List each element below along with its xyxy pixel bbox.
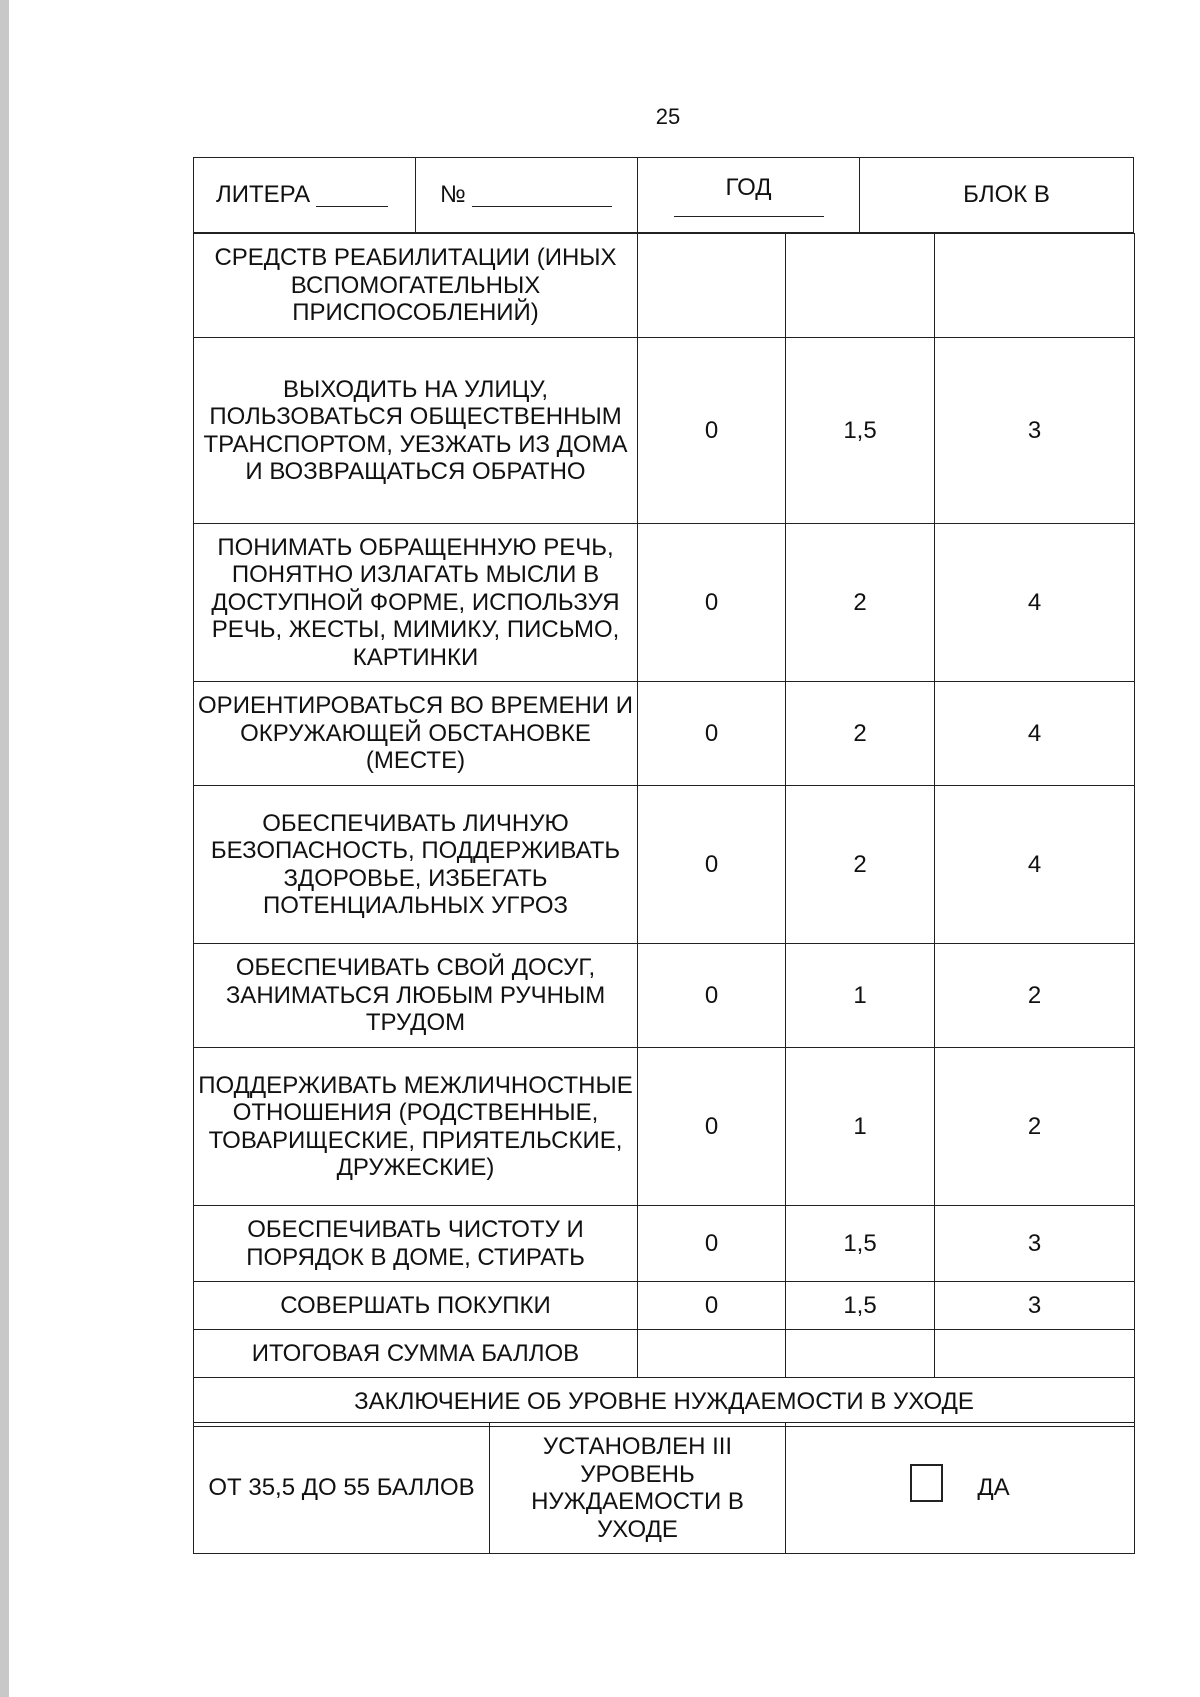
total-cell-2[interactable]: [935, 1330, 1135, 1378]
table-row: [194, 524, 1135, 682]
score-cell-1[interactable]: 1,5: [786, 338, 935, 524]
yes-checkbox[interactable]: [910, 1464, 943, 1502]
conclusion-title: ЗАКЛЮЧЕНИЕ ОБ УРОВНЕ НУЖДАЕМОСТИ В УХОДЕ: [194, 1378, 1135, 1427]
score-cell-2[interactable]: 4: [935, 786, 1135, 944]
row-description: ОБЕСПЕЧИВАТЬ ЛИЧНУЮ БЕЗОПАСНОСТЬ, ПОДДЕРЖИВАТЬ ЗДОРОВЬЕ, ИЗБЕГАТЬ ПОТЕНЦИАЛЬНЫХ УГРОЗ: [194, 786, 638, 944]
table-row: [194, 1282, 1135, 1330]
score-cell-0[interactable]: 0: [638, 1206, 786, 1282]
score-cell-1[interactable]: 1: [786, 1048, 935, 1206]
score-cell-2[interactable]: 3: [935, 338, 1135, 524]
table-row: [194, 338, 1135, 524]
table-row: [194, 1048, 1135, 1206]
litera-cell: [194, 158, 416, 232]
block-cell: [860, 158, 1133, 232]
score-cell-1[interactable]: 1,5: [786, 1206, 935, 1282]
number-cell: [416, 158, 638, 232]
form-header: [193, 157, 1134, 233]
table-row: [194, 682, 1135, 786]
year-label: ГОД: [725, 173, 772, 201]
conclusion-range: ОТ 35,5 ДО 55 БАЛЛОВ: [194, 1423, 490, 1554]
row-description: ОРИЕНТИРОВАТЬСЯ ВО ВРЕМЕНИ И ОКРУЖАЮЩЕЙ ОБСТАНОВКЕ (МЕСТЕ): [194, 682, 638, 786]
block-label: БЛОК В: [963, 181, 1050, 208]
row-description: ОБЕСПЕЧИВАТЬ ЧИСТОТУ И ПОРЯДОК В ДОМЕ, СТИРАТЬ: [194, 1206, 638, 1282]
score-cell-1[interactable]: 2: [786, 786, 935, 944]
score-cell-1[interactable]: 2: [786, 524, 935, 682]
litera-blank-field[interactable]: [316, 184, 388, 207]
total-cell-1[interactable]: [786, 1330, 935, 1378]
score-cell-0[interactable]: 0: [638, 1048, 786, 1206]
score-cell-0[interactable]: [638, 234, 786, 338]
checkbox-wrap: [790, 1474, 1130, 1502]
assessment-table: [193, 233, 1135, 1427]
score-cell-2[interactable]: 2: [935, 944, 1135, 1048]
total-row: [194, 1330, 1135, 1378]
score-cell-2[interactable]: 2: [935, 1048, 1135, 1206]
number-label: №: [440, 181, 466, 208]
conclusion-table: [193, 1422, 1135, 1554]
score-cell-1[interactable]: 2: [786, 682, 935, 786]
conclusion-title-row: [194, 1378, 1135, 1427]
score-cell-0[interactable]: 0: [638, 1282, 786, 1330]
row-description: ПОДДЕРЖИВАТЬ МЕЖЛИЧНОСТНЫЕ ОТНОШЕНИЯ (РОДСТВЕННЫЕ, ТОВАРИЩЕСКИЕ, ПРИЯТЕЛЬСКИЕ, ДРУЖЕСКИЕ): [194, 1048, 638, 1206]
page-edge-strip: [0, 0, 9, 1697]
score-cell-0[interactable]: 0: [638, 524, 786, 682]
conclusion-checkbox-cell: [786, 1423, 1135, 1554]
total-label: ИТОГОВАЯ СУММА БАЛЛОВ: [194, 1330, 638, 1378]
score-cell-1[interactable]: 1: [786, 944, 935, 1048]
table-row: [194, 234, 1135, 338]
score-cell-1[interactable]: 1,5: [786, 1282, 935, 1330]
row-description: СОВЕРШАТЬ ПОКУПКИ: [194, 1282, 638, 1330]
conclusion-row: [194, 1423, 1135, 1554]
row-description: ПОНИМАТЬ ОБРАЩЕННУЮ РЕЧЬ, ПОНЯТНО ИЗЛАГАТЬ МЫСЛИ В ДОСТУПНОЙ ФОРМЕ, ИСПОЛЬЗУЯ РЕЧЬ, ЖЕСТЫ, МИМИКУ, ПИСЬМО, КАРТИНКИ: [194, 524, 638, 682]
total-cell-0[interactable]: [638, 1330, 786, 1378]
table-row: [194, 786, 1135, 944]
table-row: [194, 944, 1135, 1048]
yes-label: ДА: [977, 1474, 1010, 1502]
litera-label: ЛИТЕРА: [216, 181, 311, 208]
score-cell-0[interactable]: 0: [638, 682, 786, 786]
score-cell-2[interactable]: [935, 234, 1135, 338]
conclusion-result: УСТАНОВЛЕН III УРОВЕНЬ НУЖДАЕМОСТИ В УХОДЕ: [490, 1423, 786, 1554]
score-cell-2[interactable]: 4: [935, 682, 1135, 786]
number-blank-field[interactable]: [472, 184, 612, 207]
score-cell-0[interactable]: 0: [638, 944, 786, 1048]
row-description: ВЫХОДИТЬ НА УЛИЦУ, ПОЛЬЗОВАТЬСЯ ОБЩЕСТВЕННЫМ ТРАНСПОРТОМ, УЕЗЖАТЬ ИЗ ДОМА И ВОЗВРАЩАТЬСЯ ОБРАТНО: [194, 338, 638, 524]
row-description: СРЕДСТВ РЕАБИЛИТАЦИИ (ИНЫХ ВСПОМОГАТЕЛЬНЫХ ПРИСПОСОБЛЕНИЙ): [194, 234, 638, 338]
score-cell-2[interactable]: 3: [935, 1206, 1135, 1282]
score-cell-1[interactable]: [786, 234, 935, 338]
score-cell-2[interactable]: 3: [935, 1282, 1135, 1330]
page-number: 25: [655, 104, 681, 129]
score-cell-0[interactable]: 0: [638, 786, 786, 944]
score-cell-2[interactable]: 4: [935, 524, 1135, 682]
score-cell-0[interactable]: 0: [638, 338, 786, 524]
row-description: ОБЕСПЕЧИВАТЬ СВОЙ ДОСУГ, ЗАНИМАТЬСЯ ЛЮБЫМ РУЧНЫМ ТРУДОМ: [194, 944, 638, 1048]
year-blank-field[interactable]: [674, 202, 824, 217]
year-cell: [638, 158, 860, 232]
table-row: [194, 1206, 1135, 1282]
